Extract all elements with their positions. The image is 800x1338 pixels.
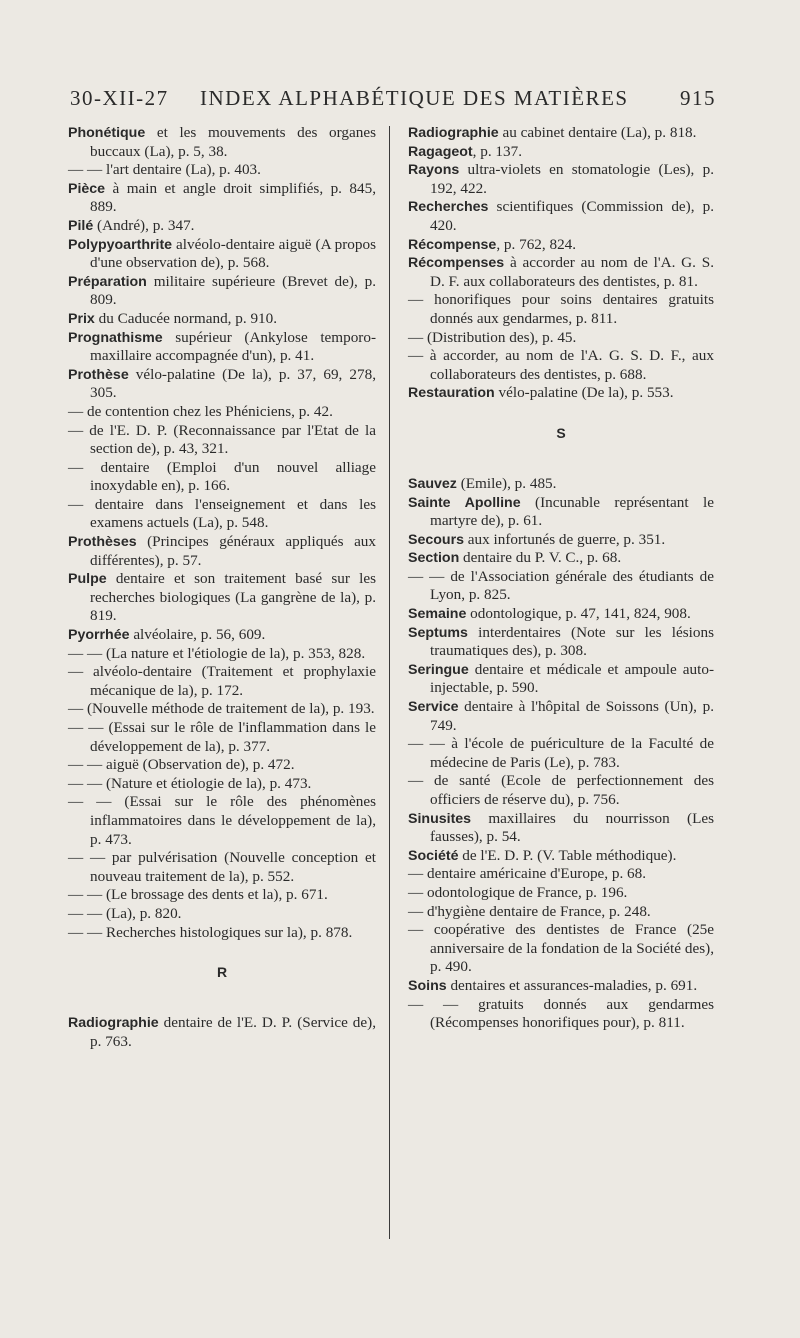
index-entry [68,180,376,217]
index-entry [408,884,714,903]
index-term: Société [408,847,459,864]
index-entry-text: — de l'E. D. P. (Reconnaissance par l'Etat de la section de), p. 43, 321. [68,421,376,458]
index-entry-text: scientifiques (Commission de), p. 420. [430,198,714,234]
index-entry [408,865,714,884]
index-entry [68,161,376,180]
index-entry-text: militaire supérieure (Brevet de), p. 809. [90,272,376,309]
index-entry-text: dentaire du P. V. C., p. 68. [459,549,622,567]
index-entry-text: odontologique, p. 47, 141, 824, 908. [466,605,691,623]
index-entry [408,698,714,735]
index-entry-text: — — par pulvérisation (Nouvelle conception et nouveau traitement de la), p. 552. [68,849,376,885]
index-entry [408,124,714,143]
column-divider [389,126,390,1239]
running-header [70,86,716,116]
index-entry-text: ultra-violets en stomatologie (Les), p. 192, 422. [430,161,714,197]
index-entry [408,772,714,809]
index-entry [68,496,376,533]
right-column [408,124,714,1033]
index-entry-text: de l'E. D. P. (V. Table méthodique). [458,846,677,864]
section-letter-r: R [216,964,228,981]
index-entry [408,810,714,847]
index-term: Préparation [68,273,147,290]
index-entry [68,775,376,794]
page-title: INDEX ALPHABÉTIQUE DES MATIÈRES [200,86,629,110]
index-entry-text: — honorifiques pour soins dentaires gratuits donnés aux gendarmes, p. 811. [408,291,714,327]
index-entry-text: alvéolo-dentaire aiguë (A propos d'une observation de), p. 568. [90,235,376,272]
index-entry [408,568,714,605]
index-entry-text: — dentaire américaine d'Europe, p. 68. [408,865,647,883]
index-entry-text: (Incunable représentant le martyre de), p. 61. [430,493,714,530]
index-entry-text: dentaire de l'E. D. P. (Service de), p. 763. [90,1014,376,1050]
index-entry-text: — — l'art dentaire (La), p. 403. [68,161,261,179]
index-term: Seringue [408,661,469,678]
index-entry [408,494,714,531]
index-entry [408,161,714,198]
index-entry-text: (Principes généraux appliqués aux différentes), p. 57. [90,533,376,569]
index-entry [408,531,714,550]
index-entry [68,403,376,422]
index-entry [408,605,714,624]
index-entry-text: — odontologique de France, p. 196. [408,883,628,901]
index-entry-text: à main et angle droit simplifiés, p. 845, 889. [90,179,376,216]
index-entry [68,719,376,756]
index-term: Sauvez [408,475,457,492]
index-term: Pièce [68,180,106,197]
index-entry-text: au cabinet dentaire (La), p. 818. [498,124,697,141]
index-entry-text: du Caducée normand, p. 910. [94,309,278,327]
index-entry-text: — — (Nature et étiologie de la), p. 473. [68,774,312,792]
index-term: Secours [408,531,464,548]
index-term: Service [408,699,459,716]
index-entry [68,756,376,775]
index-entry-text: dentaire à l'hôpital de Soissons (Un), p. 749. [430,698,714,734]
index-entry [68,924,376,943]
index-entry [68,273,376,310]
index-entry-text: dentaire et médicale et ampoule auto-injectable, p. 590. [430,660,714,697]
index-entry [68,886,376,905]
index-term: Pilé [68,217,94,234]
index-entry [408,291,714,328]
index-entry-text: maxillaires du nourrisson (Les fausses), p. 54. [430,809,714,846]
index-entry-text: — — (Essai sur le rôle des phénomènes inflammatoires dans le développement de la), p. 473. [68,793,376,848]
index-term: Septums [408,624,468,641]
index-entry [68,849,376,886]
index-entry [408,198,714,235]
index-entry [68,310,376,329]
index-entry-text: — — (Le brossage des dents et la), p. 671. [68,886,328,904]
index-entry [408,903,714,922]
index-entry [408,347,714,384]
index-entry-text: , p. 137. [472,142,522,160]
index-entry [408,475,714,494]
index-entry-text: — d'hygiène dentaire de France, p. 248. [408,902,651,920]
index-term: Prognathisme [68,329,163,346]
index-entry [408,661,714,698]
index-term: Récompenses [408,255,505,272]
index-entry-text: — (Nouvelle méthode de traitement de la), p. 193. [68,700,375,718]
index-entry-text: — — (La nature et l'étiologie de la), p. 353, 828. [68,644,366,662]
index-term: Sainte Apolline [408,494,521,511]
right-index-entries-s [408,475,714,1033]
page-number: 915 [680,86,716,110]
index-entry [408,329,714,348]
index-entry-text: , p. 762, 824. [496,235,577,253]
index-entry [68,366,376,403]
index-entry-text: supérieur (Ankylose temporo-maxillaire accompagnée d'un), p. 41. [90,328,376,365]
page-date: 30-XII-27 [70,86,169,110]
index-entry [408,143,714,162]
section-letter-s: S [556,424,566,441]
index-entry [408,254,714,291]
right-index-entries [408,124,714,403]
index-term: Restauration [408,385,495,402]
index-term: Section [408,550,460,567]
index-entry [68,217,376,236]
index-entry-text: alvéolaire, p. 56, 609. [129,626,266,644]
index-entry [408,996,714,1033]
index-entry [408,384,714,403]
index-entry-text: aux infortunés de guerre, p. 351. [464,530,666,548]
index-entry [408,549,714,568]
index-entry-text: (André), p. 347. [93,216,195,234]
index-entry-text: — dentaire (Emploi d'un nouvel alliage inoxydable en), p. 166. [68,458,376,495]
index-entry [408,236,714,255]
index-entry [408,735,714,772]
index-entry-text: vélo-palatine (De la), p. 37, 69, 278, 305. [90,365,376,402]
index-term: Recherches [408,199,489,216]
index-term: Prix [68,310,95,327]
index-entry-text: — dentaire dans l'enseignement et dans les examens actuels (La), p. 548. [68,495,376,532]
index-term: Semaine [408,606,467,623]
left-column [68,124,376,1051]
index-entry [68,700,376,719]
index-entry [68,645,376,664]
index-entry-text: — (Distribution des), p. 45. [408,328,577,346]
index-entry [68,459,376,496]
index-entry-text: — — à l'école de puériculture de la Faculté de médecine de Paris (Le), p. 783. [408,735,714,771]
index-entry [408,624,714,661]
index-term: Radiographie [68,1015,159,1032]
index-entry-text: — — (La), p. 820. [68,904,182,922]
index-entry-text: — — (Essai sur le rôle de l'inflammation dans le développement de la), p. 377. [68,719,376,755]
index-entry [68,533,376,570]
index-entry [68,663,376,700]
index-entry-text: vélo-palatine (De la), p. 553. [494,384,674,402]
index-term: Sinusites [408,810,472,827]
index-entry-text: — de santé (Ecole de perfectionnement des officiers de réserve du), p. 756. [408,772,714,808]
index-term: Récompense [408,236,497,253]
index-entry-text: (Emile), p. 485. [456,474,557,492]
index-entry [68,1014,376,1051]
index-entry [68,793,376,849]
index-entry-text: — de contention chez les Phéniciens, p. 42. [68,402,333,420]
index-term: Soins [408,977,447,994]
index-term: Pyorrhée [68,627,130,644]
index-entry [68,905,376,924]
index-entry [68,236,376,273]
index-term: Prothèse [68,366,129,383]
index-entry [68,422,376,459]
index-entry-text: interdentaires (Note sur les lésions traumatiques des), p. 308. [430,623,714,660]
index-term: Polypyoarthrite [68,236,173,253]
left-index-entries [68,124,376,942]
index-term: Phonétique [68,125,146,141]
index-entry-text: — à accorder, au nom de l'A. G. S. D. F., aux collaborateurs des dentistes, p. 688. [408,347,714,383]
index-entry-text: — — gratuits donnés aux gendarmes (Récompenses honorifiques pour), p. 811. [408,995,714,1032]
index-entry-text: dentaires et assurances-maladies, p. 691. [446,976,698,994]
index-entry-text: — — aiguë (Observation de), p. 472. [68,756,295,774]
index-entry [68,626,376,645]
index-entry-text: dentaire et son traitement basé sur les recherches biologiques (La gangrène de la), p. 819. [90,570,376,625]
index-entry-text: à accorder au nom de l'A. G. S. D. F. aux collaborateurs des dentistes, p. 81. [430,254,714,290]
index-entry-text: — — Recherches histologiques sur la), p. 878. [68,923,353,941]
index-entry-text: — coopérative des dentistes de France (25e anniversaire de la fondation de la Société des), p. 490. [408,921,714,976]
index-entry [408,977,714,996]
index-entry [68,570,376,626]
index-entry-text: et les mouvements des organes buccaux (La), p. 5, 38. [90,124,376,160]
index-term: Rayons [408,162,460,179]
index-entry [68,124,376,161]
index-entry [68,329,376,366]
index-entry [408,921,714,977]
index-entry-text: — alvéolo-dentaire (Traitement et prophylaxie mécanique de la), p. 172. [68,663,376,699]
left-index-entries-r [68,1014,376,1051]
index-term: Radiographie [408,125,499,141]
index-term: Prothèses [68,534,137,551]
index-term: Ragageot [408,143,473,160]
index-entry-text: — — de l'Association générale des étudiants de Lyon, p. 825. [408,567,714,604]
index-term: Pulpe [68,571,107,588]
index-entry [408,847,714,866]
